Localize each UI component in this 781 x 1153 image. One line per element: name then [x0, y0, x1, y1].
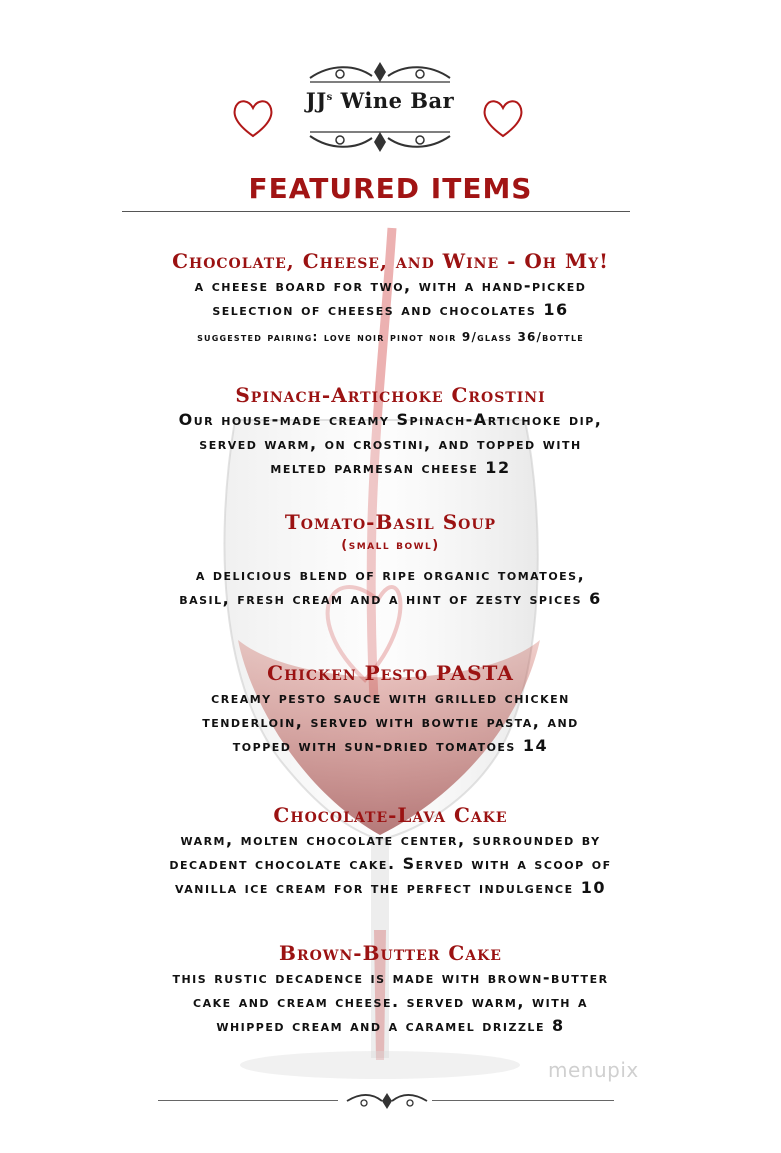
bottom-ornament-icon [342, 1091, 432, 1111]
item-pairing: suggested pairing: love noir pinot noir 9/glass 36/bottle [197, 330, 584, 344]
item-subtitle: (small bowl) [341, 538, 440, 553]
logo-name: $JJ^s$ Wine Bar [305, 88, 455, 113]
menu-item [0, 509, 781, 611]
item-name: Chocolate-Lava Cake [273, 803, 508, 827]
item-description: Our house-made creamy Spinach-Artichoke dip, [178, 410, 603, 429]
item-description: creamy pesto sauce with grilled chicken [211, 688, 570, 707]
menu-item [0, 248, 781, 348]
item-description: warm, molten chocolate center, surrounded by [180, 830, 601, 849]
item-name: Chocolate, Cheese, and Wine - Oh My! [172, 249, 609, 273]
item-description: decadent chocolate cake. Served with a scoop of [169, 854, 612, 873]
ornament-top-icon [300, 60, 460, 86]
item-description: selection of cheeses and chocolates 16 [212, 300, 569, 319]
item-description: whipped cream and a caramel drizzle 8 [216, 1016, 565, 1035]
menu-item [0, 660, 781, 758]
item-description: tenderloin, served with bowtie pasta, and [202, 712, 579, 731]
item-description: vanilla ice cream for the perfect indulgence 10 [175, 878, 606, 897]
item-description: this rustic decadence is made with brown-butter [172, 968, 609, 987]
menu-item [0, 802, 781, 900]
page-title: FEATURED ITEMS [248, 172, 533, 205]
item-name: Tomato-Basil Soup [284, 510, 497, 534]
bottom-divider-right [432, 1100, 614, 1101]
bottom-divider-left [158, 1100, 338, 1101]
watermark: menupix [548, 1058, 639, 1082]
item-name: Chicken Pesto PASTA [267, 661, 514, 685]
heart-right-icon [480, 96, 526, 140]
jjs-wine-bar-logo [300, 60, 460, 160]
item-description: basil, fresh cream and a hint of zesty spices 6 [179, 589, 602, 608]
item-description: a cheese board for two, with a hand-picked [194, 276, 587, 295]
item-description: served warm, on crostini, and topped with [199, 434, 582, 453]
menu-item [0, 382, 781, 480]
item-description: cake and cream cheese. served warm, with a [193, 992, 588, 1011]
menu-item [0, 940, 781, 1038]
item-name: Spinach-Artichoke Crostini [235, 383, 546, 407]
item-description: topped with sun-dried tomatoes 14 [232, 736, 549, 755]
item-name: Brown-Butter Cake [279, 941, 502, 965]
item-description: melted parmesan cheese 12 [270, 458, 511, 477]
item-description: a delicious blend of ripe organic tomatoes, [195, 565, 586, 584]
ornament-bottom-icon [300, 128, 460, 154]
heart-left-icon [230, 96, 276, 140]
title-divider [122, 211, 630, 212]
